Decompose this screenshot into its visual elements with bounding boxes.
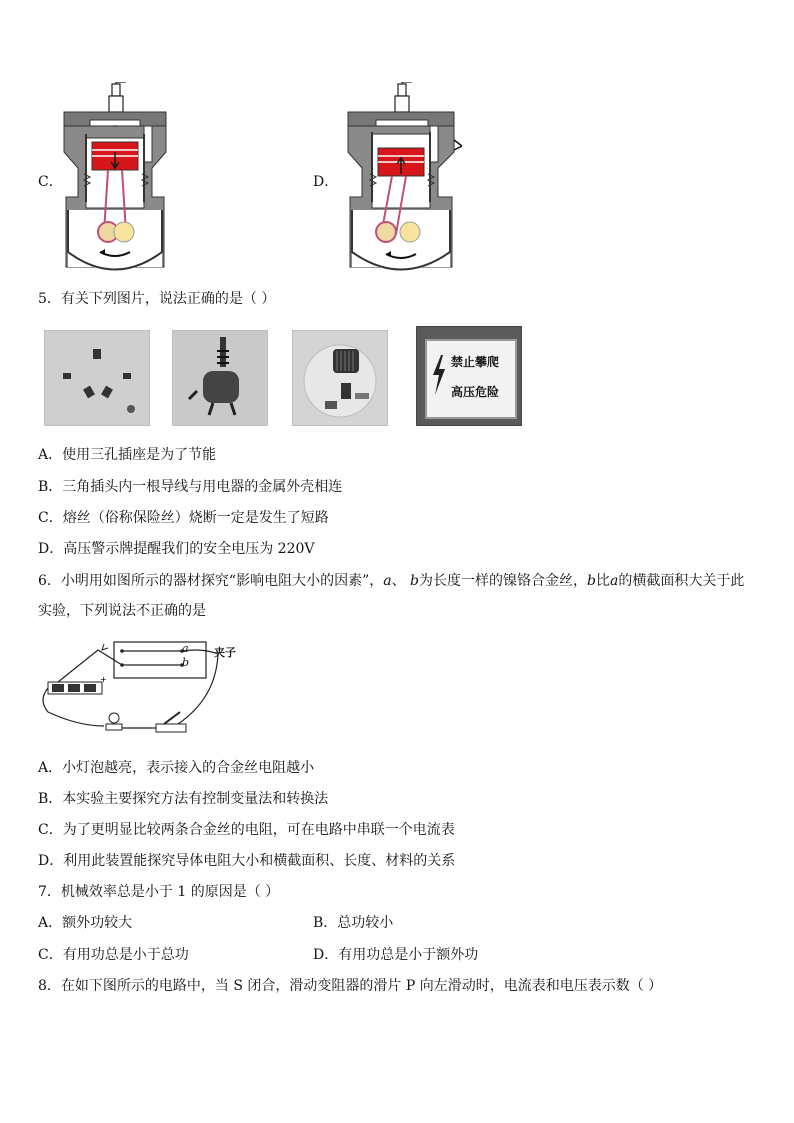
q6-option-d[interactable]: D．利用此装置能探究导体电阻大小和横截面积、长度、材料的关系 — [38, 853, 456, 869]
q6-var-b: b — [410, 573, 420, 589]
q6-var-a2: a — [609, 573, 619, 589]
plug-icon — [173, 331, 267, 425]
svg-text:+: + — [100, 675, 107, 684]
q6-option-a[interactable]: A．小灯泡越亮，表示接入的合金丝电阻越小 — [38, 760, 315, 776]
q7-stem: 7．机械效率总是小于 1 的原因是（ ） — [38, 884, 280, 900]
fuse-icon — [293, 331, 387, 425]
q5-stem: 5．有关下列图片，说法正确的是（ ） — [38, 291, 276, 307]
sign-text-1: 禁止攀爬 — [451, 355, 500, 369]
q6-stem-line2: 实验，下列说法不正确的是 — [38, 603, 206, 619]
q8-stem: 8．在如下图所示的电路中，当 S 闭合，滑动变阻器的滑片 P 向左滑动时，电流表和电压表示数（ ） — [38, 978, 663, 994]
q5-option-d[interactable]: D．高压警示牌提醒我们的安全电压为 220V — [38, 541, 315, 557]
lightning-icon — [431, 355, 447, 395]
option-c-label[interactable]: C． — [38, 174, 63, 190]
warning-sign-photo — [416, 326, 522, 426]
sign-text-2: 高压危险 — [451, 385, 500, 399]
clip-label: 夹子 — [214, 646, 236, 659]
q6-stem-part3: 比 — [595, 573, 610, 589]
q6-stem-part2: 为长度一样的镍铬合金丝， — [419, 573, 588, 589]
q6-stem-part1: 6．小明用如图所示的器材探究“影响电阻大小的因素”， — [38, 573, 384, 589]
fuse-photo — [292, 330, 388, 426]
resistance-board — [114, 642, 206, 678]
q7-option-b[interactable]: B．总功较小 — [313, 915, 394, 931]
socket-photo — [44, 330, 150, 426]
wire-a-label: a — [182, 642, 189, 655]
plug-photo — [172, 330, 268, 426]
q5-option-a[interactable]: A．使用三孔插座是为了节能 — [38, 447, 217, 463]
bulb-icon — [109, 713, 119, 723]
q6-stem-line1 — [38, 571, 744, 591]
q5-option-b[interactable]: B．三角插头内一根导线与用电器的金属外壳相连 — [38, 479, 343, 495]
q6-sep: 、 — [391, 573, 406, 589]
q7-option-c[interactable]: C．有用功总是小于总功 — [38, 947, 189, 963]
q6-var-b2: b — [587, 573, 596, 589]
q6-option-b[interactable]: B．本实验主要探究方法有控制变量法和转换法 — [38, 791, 329, 807]
wire-b-label: b — [182, 656, 190, 669]
q6-option-c[interactable]: C．为了更明显比较两条合金丝的电阻，可在电路中串联一个电流表 — [38, 822, 455, 838]
switch-icon — [156, 724, 186, 732]
socket-icon — [45, 331, 149, 425]
q7-option-d[interactable]: D．有用功总是小于额外功 — [313, 947, 479, 963]
q6-var-a: a — [383, 573, 392, 589]
q6-stem-part4: 的横截面积大关于此 — [618, 573, 745, 589]
q5-option-c[interactable]: C．熔丝（俗称保险丝）烧断一定是发生了短路 — [38, 510, 329, 526]
option-d-label[interactable]: D． — [313, 174, 339, 190]
engine-figure-d — [340, 82, 462, 277]
q7-option-a[interactable]: A．额外功较大 — [38, 915, 133, 931]
engine-figure-c — [56, 82, 174, 277]
